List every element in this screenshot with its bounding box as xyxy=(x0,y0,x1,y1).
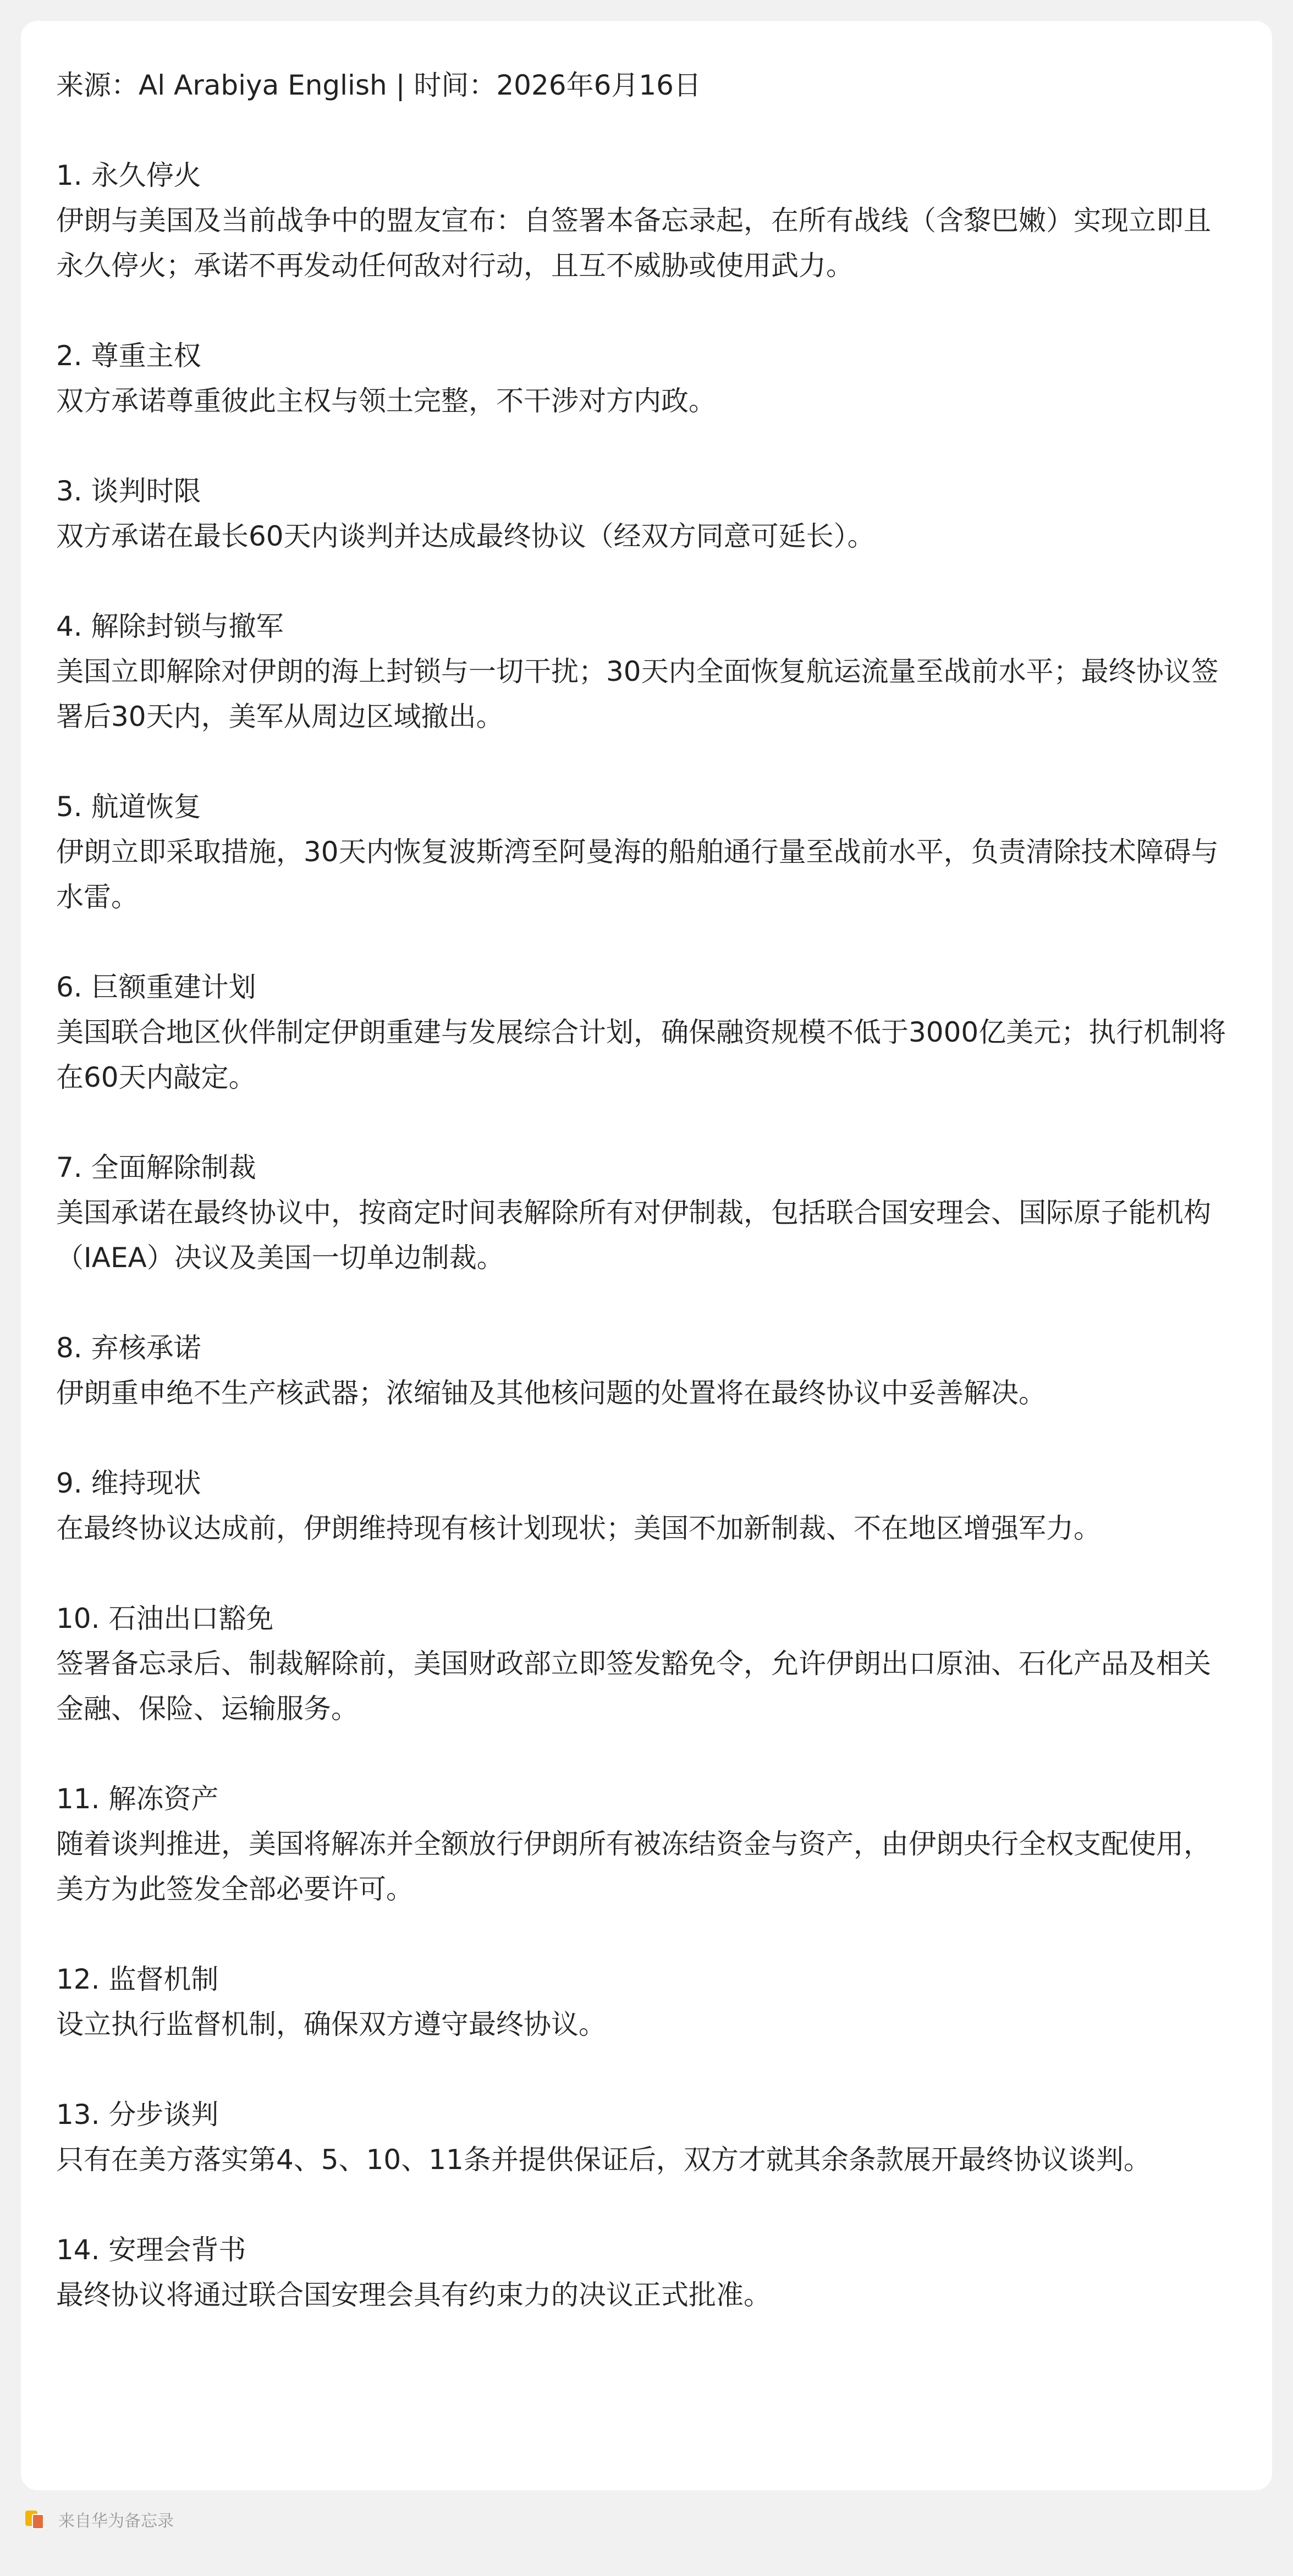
clause-body: 最终协议将通过联合国安理会具有约束力的决议正式批准。 xyxy=(56,2279,771,2311)
clause-list xyxy=(56,153,1237,2318)
clause-title: 6. 巨额重建计划 xyxy=(56,971,256,1003)
huawei-notes-icon xyxy=(24,2508,46,2530)
source-line: 来源：Al Arabiya English | 时间：2026年6月16日 xyxy=(56,69,701,101)
clause-item xyxy=(56,965,1237,1100)
clause-item xyxy=(56,1461,1237,1551)
clause-title: 8. 弃核承诺 xyxy=(56,1332,201,1364)
clause-title: 12. 监督机制 xyxy=(56,1963,219,1995)
clause-item xyxy=(56,784,1237,920)
clause-body: 只有在美方落实第4、5、10、11条并提供保证后，双方才就其余条款展开最终协议谈判。 xyxy=(56,2144,1151,2176)
clause-title: 13. 分步谈判 xyxy=(56,2099,219,2131)
clause-item xyxy=(56,604,1237,739)
clause-body: 伊朗与美国及当前战争中的盟友宣布：自签署本备忘录起，在所有战线（含黎巴嫩）实现立即且永久停火；承诺不再发动任何敌对行动，且互不威胁或使用武力。 xyxy=(56,205,1211,282)
clause-title: 2. 尊重主权 xyxy=(56,340,201,372)
clause-item xyxy=(56,1776,1237,1912)
clause-title: 11. 解冻资产 xyxy=(56,1783,219,1815)
clause-body: 设立执行监督机制，确保双方遵守最终协议。 xyxy=(56,2008,606,2040)
clause-title: 3. 谈判时限 xyxy=(56,475,201,507)
clause-body: 签署备忘录后、制裁解除前，美国财政部立即签发豁免令，允许伊朗出口原油、石化产品及相关金融、保险、运输服务。 xyxy=(56,1648,1211,1725)
clause-item xyxy=(56,1325,1237,1416)
clause-body: 在最终协议达成前，伊朗维持现有核计划现状；美国不加新制裁、不在地区增强军力。 xyxy=(56,1512,1101,1544)
footer xyxy=(24,2506,174,2533)
clause-body: 双方承诺尊重彼此主权与领土完整，不干涉对方内政。 xyxy=(56,385,716,417)
clause-body: 美国联合地区伙伴制定伊朗重建与发展综合计划，确保融资规模不低于3000亿美元；执行机制将在60天内敲定。 xyxy=(56,1016,1226,1093)
clause-body: 美国承诺在最终协议中，按商定时间表解除所有对伊制裁，包括联合国安理会、国际原子能机构（IAEA）决议及美国一切单边制裁。 xyxy=(56,1197,1211,1274)
clause-title: 9. 维持现状 xyxy=(56,1467,201,1499)
clause-body: 随着谈判推进，美国将解冻并全额放行伊朗所有被冻结资金与资产，由伊朗央行全权支配使用，美方为此签发全部必要许可。 xyxy=(56,1828,1211,1905)
clause-item xyxy=(56,1596,1237,1731)
clause-title: 1. 永久停火 xyxy=(56,159,201,191)
clause-item xyxy=(56,469,1237,559)
clause-item xyxy=(56,1145,1237,1280)
clause-title: 10. 石油出口豁免 xyxy=(56,1603,274,1634)
clause-body: 伊朗立即采取措施，30天内恢复波斯湾至阿曼海的船舶通行量至战前水平，负责清除技术障碍与水雷。 xyxy=(56,836,1219,913)
clause-body: 双方承诺在最长60天内谈判并达成最终协议（经双方同意可延长）。 xyxy=(56,520,875,552)
clause-title: 14. 安理会背书 xyxy=(56,2234,246,2266)
clause-item xyxy=(56,2092,1237,2182)
clause-title: 5. 航道恢复 xyxy=(56,791,201,823)
clause-title: 7. 全面解除制裁 xyxy=(56,1152,256,1184)
footer-source-text: 来自华为备忘录 xyxy=(58,2512,174,2531)
clause-title: 4. 解除封锁与撤军 xyxy=(56,610,284,642)
clause-item xyxy=(56,153,1237,288)
clause-item xyxy=(56,2227,1237,2318)
clause-item xyxy=(56,333,1237,423)
clause-item xyxy=(56,1957,1237,2047)
clause-body: 美国立即解除对伊朗的海上封锁与一切干扰；30天内全面恢复航运流量至战前水平；最终协议签署后30天内，美军从周边区域撤出。 xyxy=(56,656,1219,733)
clause-body: 伊朗重申绝不生产核武器；浓缩铀及其他核问题的处置将在最终协议中妥善解决。 xyxy=(56,1377,1046,1409)
note-card[interactable] xyxy=(21,21,1272,2490)
